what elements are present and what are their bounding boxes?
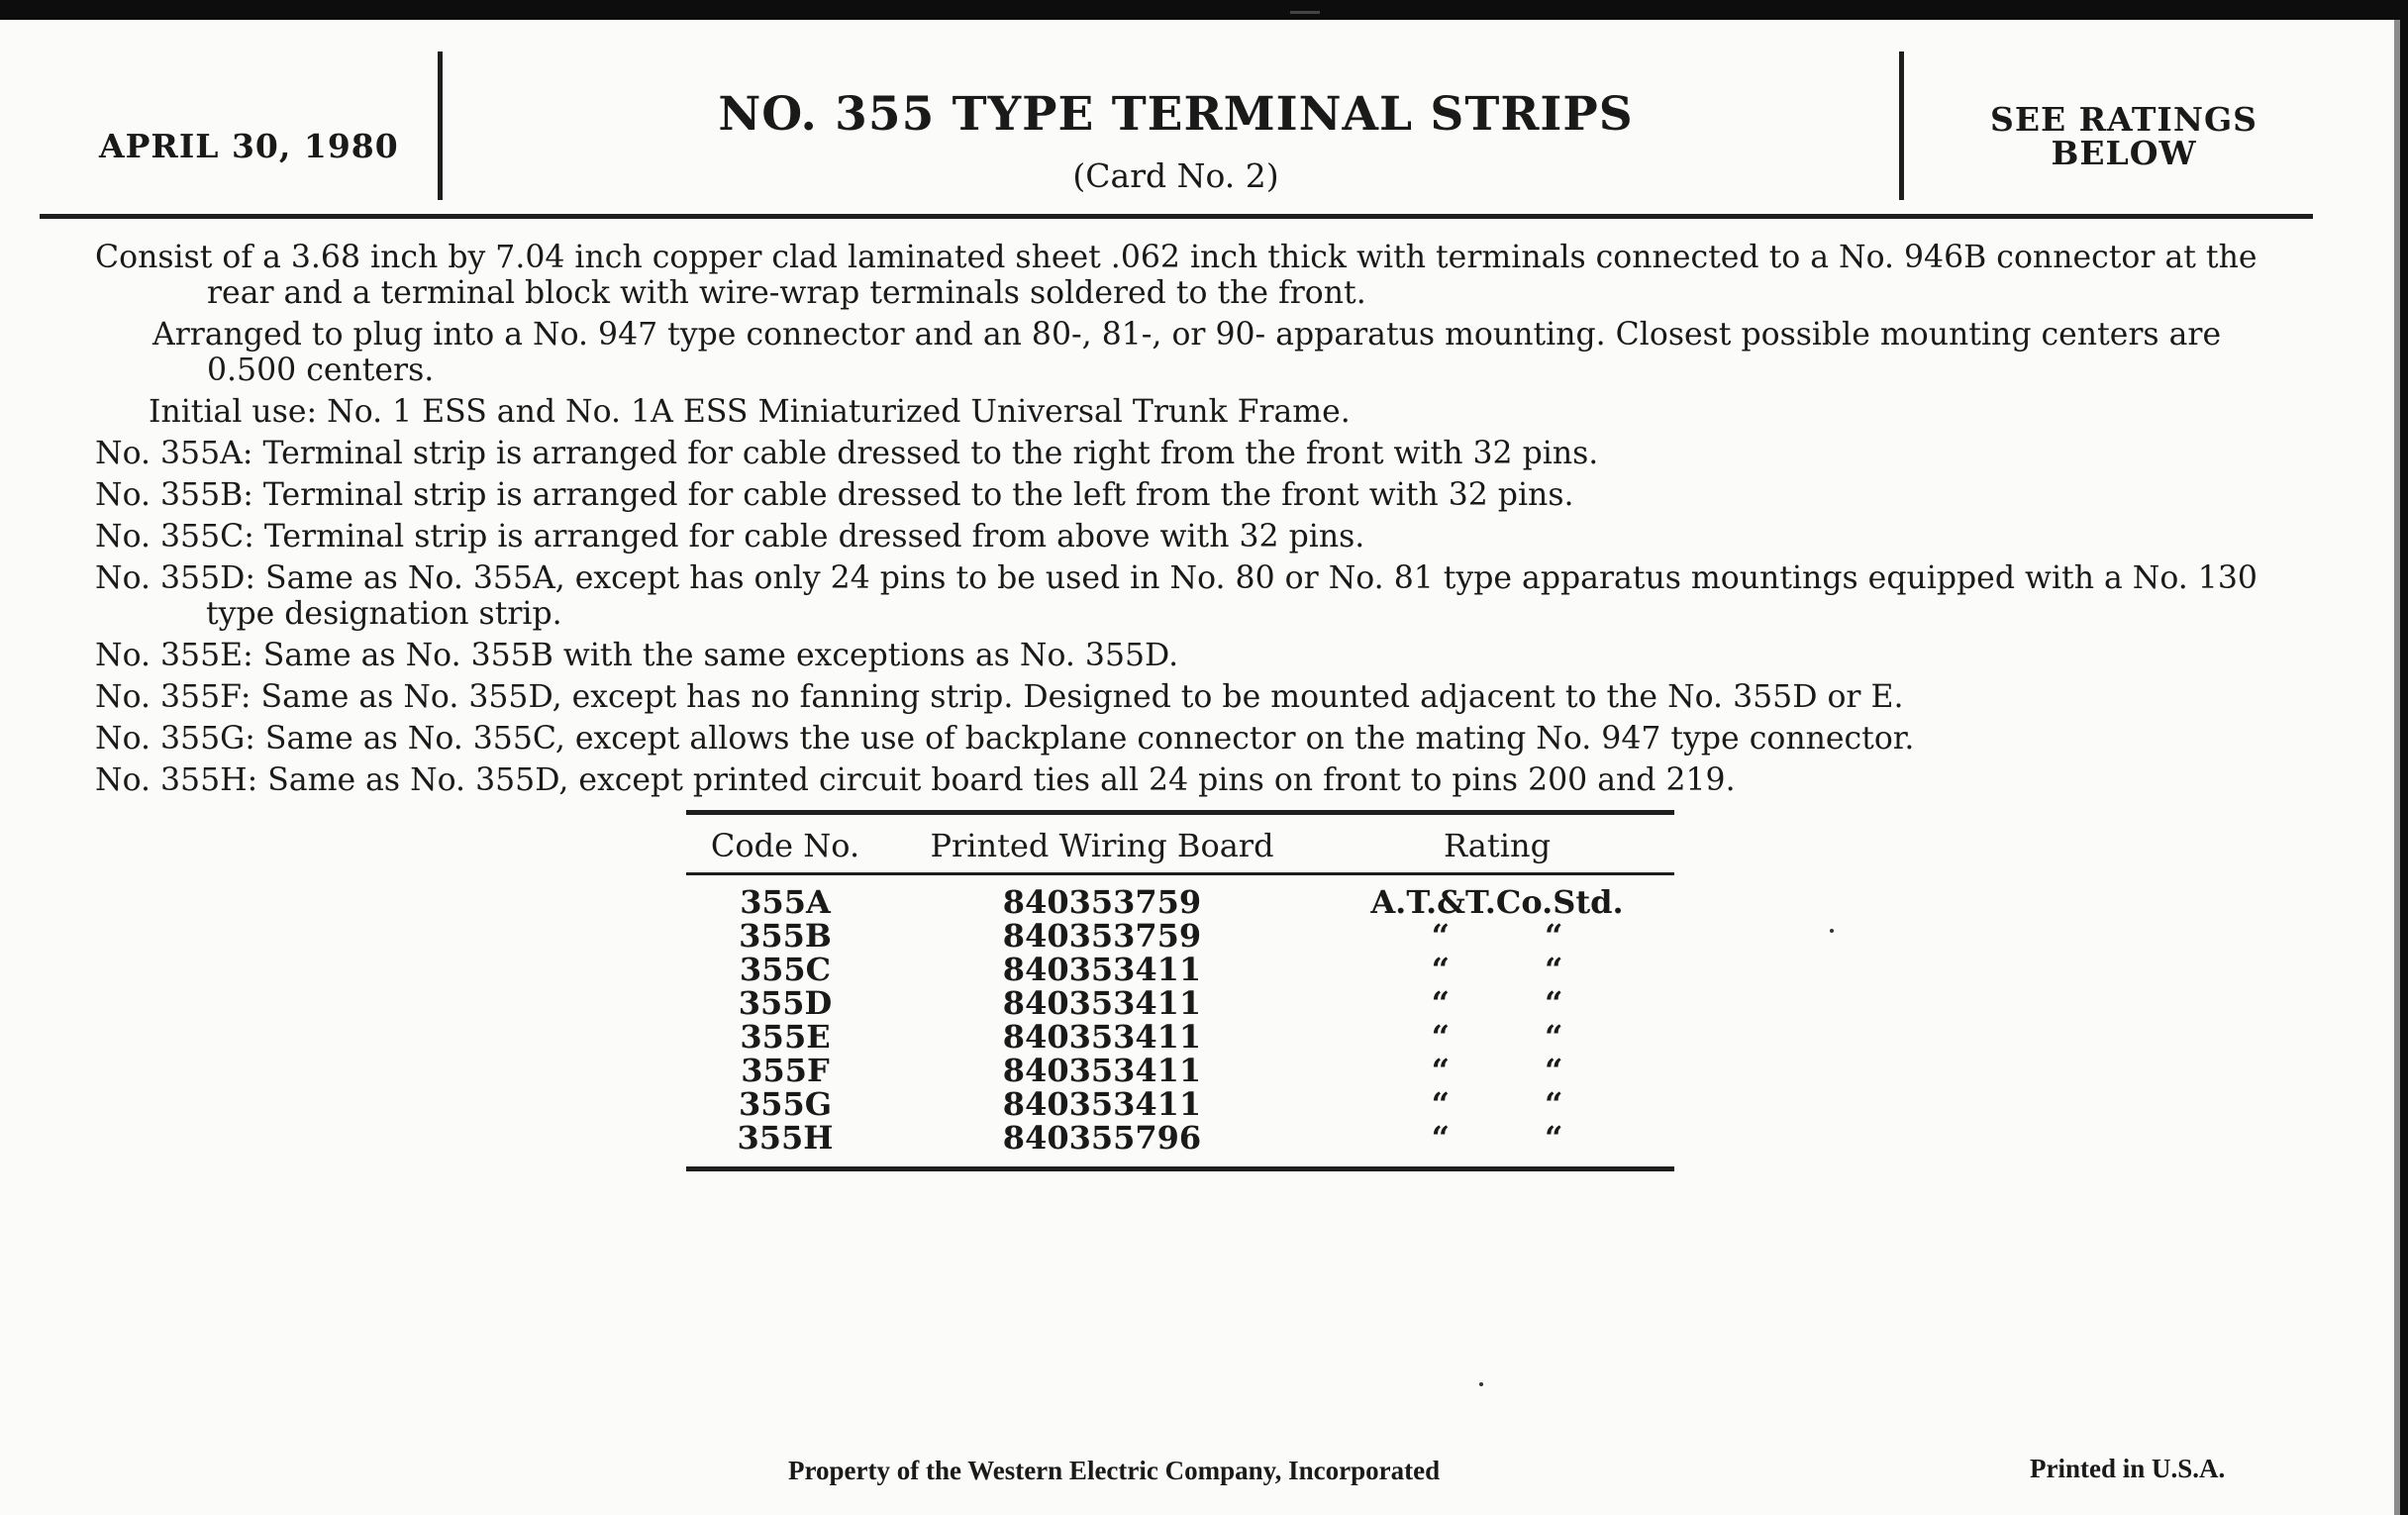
ratings-note	[1916, 100, 2332, 172]
ditto-mark: “	[1431, 1052, 1450, 1089]
ditto-mark: “	[1545, 951, 1563, 988]
cell-code: 355C	[739, 951, 832, 988]
code-item-label: No. 355E:	[95, 638, 253, 673]
code-item-text: Terminal strip is arranged for cable dressed to the right from the front with 32 pins.	[262, 436, 1599, 471]
cell-code: 355H	[737, 1119, 834, 1157]
cell-code: 355B	[739, 917, 832, 955]
header-pwb: Printed Wiring Board	[930, 827, 1274, 864]
ditto-mark: “	[1431, 984, 1450, 1022]
ratings-note-line2: BELOW	[2051, 134, 2197, 172]
code-item-label: No. 355H:	[95, 762, 258, 798]
footer-printed: Printed in U.S.A.	[2030, 1454, 2226, 1483]
table-row	[686, 1054, 1674, 1087]
ditto-mark: “	[1545, 1018, 1563, 1056]
code-item	[95, 762, 2273, 798]
code-item	[95, 477, 2273, 513]
header-rating: Rating	[1443, 827, 1552, 864]
table-header	[686, 815, 1674, 864]
code-item-label: No. 355D:	[95, 560, 255, 596]
cell-code: 355F	[741, 1052, 830, 1089]
table-row	[686, 885, 1674, 919]
cell-rating	[1320, 1087, 1674, 1121]
cell-rating	[1320, 1020, 1674, 1054]
code-item-text: Same as No. 355A, except has only 24 pins to be used in No. 80 or No. 81 type apparatus mountings equipped with a No. 130 type designation strip.	[206, 560, 2258, 632]
cell-rating	[1320, 919, 1674, 953]
code-item	[95, 638, 2273, 673]
code-item-text: Same as No. 355C, except allows the use of backplane connector on the mating No. 947 type connector.	[264, 721, 1915, 757]
header-divider-right	[1899, 51, 1904, 200]
description-paragraph-2: Arranged to plug into a No. 947 type connector and an 80-, 81-, or 90- apparatus mounting. Closest possible mounting centers are 0.500 centers.	[152, 317, 2222, 388]
code-item-text: Same as No. 355D, except has no fanning strip. Designed to be mounted adjacent to the No. 355D or E.	[260, 679, 1904, 715]
description-paragraph-1: Consist of a 3.68 inch by 7.04 inch copper clad laminated sheet .062 inch thick with terminals connected to a No. 946B connector at the rear and a terminal block with wire-wrap terminals soldered to the front.	[95, 240, 2258, 311]
cell-pwb: 840353759	[1002, 883, 1202, 921]
code-list	[95, 436, 2273, 798]
cell-pwb: 840353411	[1002, 1085, 1202, 1123]
table-row	[686, 919, 1674, 953]
cell-rating	[1320, 1121, 1674, 1155]
table-bottom-rule	[686, 1166, 1674, 1171]
ditto-mark: “	[1545, 917, 1563, 955]
code-item-label: No. 355F:	[95, 679, 251, 715]
card-title: NO. 355 TYPE TERMINAL STRIPS	[718, 87, 1634, 142]
code-item-text: Terminal strip is arranged for cable dressed from above with 32 pins.	[263, 519, 1365, 555]
code-item-text: Same as No. 355D, except printed circuit board ties all 24 pins on front to pins 200 and 219.	[267, 762, 1736, 798]
ratings-note-line1: SEE RATINGS	[1989, 100, 2258, 139]
code-item-label: No. 355B:	[95, 477, 253, 513]
ditto-mark: “	[1431, 917, 1450, 955]
table-row	[686, 1121, 1674, 1155]
cell-code: 355G	[738, 1085, 833, 1123]
description-paragraph-3: Initial use: No. 1 ESS and No. 1A ESS Miniaturized Universal Trunk Frame.	[149, 394, 1351, 430]
code-item-label: No. 355G:	[95, 721, 255, 757]
footer-property: Property of the Western Electric Company, Incorporated	[788, 1456, 1441, 1485]
code-item	[95, 721, 2273, 757]
table-row	[686, 1020, 1674, 1054]
cell-rating	[1320, 1054, 1674, 1087]
cell-rating	[1320, 986, 1674, 1020]
card-body	[95, 240, 2273, 804]
table-row	[686, 953, 1674, 986]
ratings-table	[686, 810, 1674, 1171]
ditto-mark: “	[1431, 1018, 1450, 1056]
cell-rating: A.T.&T.Co.Std.	[1370, 883, 1624, 921]
code-item-label: No. 355C:	[95, 519, 254, 555]
code-item-text: Same as No. 355B with the same exceptions as No. 355D.	[262, 638, 1179, 673]
code-item	[95, 519, 2273, 555]
cell-pwb: 840353411	[1002, 951, 1202, 988]
table-row	[686, 986, 1674, 1020]
cell-code: 355A	[740, 883, 831, 921]
code-item	[95, 679, 2273, 715]
ditto-mark: “	[1431, 951, 1450, 988]
cell-code: 355D	[738, 984, 833, 1022]
cell-pwb: 840353411	[1002, 1052, 1202, 1089]
cell-pwb: 840353411	[1002, 984, 1202, 1022]
table-body	[686, 875, 1674, 1155]
cell-code: 355E	[740, 1018, 831, 1056]
ditto-mark: “	[1545, 1119, 1563, 1157]
scan-mark	[1290, 11, 1320, 14]
card-subtitle: (Card No. 2)	[1072, 156, 1279, 195]
scan-speck	[1479, 1382, 1483, 1386]
code-item	[95, 560, 2273, 632]
cell-pwb: 840353759	[1002, 917, 1202, 955]
table-row	[686, 1087, 1674, 1121]
ditto-mark: “	[1545, 984, 1563, 1022]
cell-rating	[1320, 953, 1674, 986]
cell-pwb: 840353411	[1002, 1018, 1202, 1056]
header-rule	[40, 214, 2313, 219]
ditto-mark: “	[1431, 1119, 1450, 1157]
header-code: Code No.	[710, 827, 860, 864]
ditto-mark: “	[1545, 1052, 1563, 1089]
ditto-mark: “	[1545, 1085, 1563, 1123]
code-item	[95, 436, 2273, 471]
card-date: APRIL 30, 1980	[99, 127, 399, 165]
cell-pwb: 840355796	[1002, 1119, 1202, 1157]
header-divider-left	[438, 51, 443, 200]
code-item-label: No. 355A:	[95, 436, 253, 471]
code-item-text: Terminal strip is arranged for cable dressed to the left from the front with 32 pins.	[262, 477, 1574, 513]
ditto-mark: “	[1431, 1085, 1450, 1123]
scan-speck	[1830, 929, 1834, 933]
